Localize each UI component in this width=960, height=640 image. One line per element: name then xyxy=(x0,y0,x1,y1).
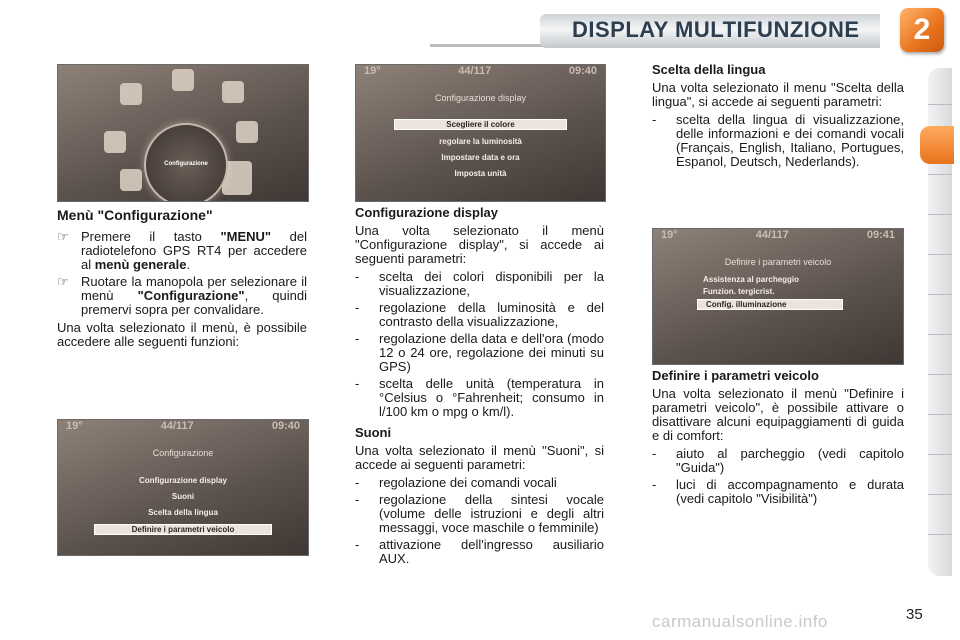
list-item xyxy=(652,478,904,506)
list-item xyxy=(57,275,307,317)
list-dash: - xyxy=(355,537,360,552)
satellite-icon xyxy=(222,81,244,103)
menu-wheel xyxy=(144,123,228,202)
screen-menu-title: Configurazione xyxy=(152,448,214,458)
screen-menu-item-selected: Scegliere il colore xyxy=(394,119,567,130)
left-column xyxy=(57,208,307,351)
paragraph: Una volta selezionato il menù, è possibile accedere alle seguenti funzioni: xyxy=(57,320,307,349)
chapter-tab-divider xyxy=(928,104,952,105)
status-temperature: 19° xyxy=(661,229,678,241)
chapter-tab-divider xyxy=(928,454,952,455)
page-number: 35 xyxy=(906,606,923,623)
menu-name-label: menù generale xyxy=(94,257,187,272)
chapter-tab-divider xyxy=(928,334,952,335)
text-run: Ruotare la manopola per selezionare il menù xyxy=(81,274,307,303)
main-menu-screenshot xyxy=(57,64,309,202)
menu-name-label: "Configurazione" xyxy=(137,288,245,303)
chapter-tab-divider xyxy=(928,174,952,175)
settings-icon xyxy=(104,131,126,153)
list-item xyxy=(355,377,604,419)
disc-icon xyxy=(236,121,258,143)
screen-menu-item-selected: Config. illuminazione xyxy=(697,299,843,310)
status-track: 44/117 xyxy=(755,229,789,241)
list-item-text: regolazione della data e dell'ora (modo 12 o 24 ore, regolazione dei minuti su GPS) xyxy=(379,331,604,374)
chapter-tab-divider xyxy=(928,294,952,295)
warning-icon xyxy=(172,69,194,91)
parameter-list xyxy=(652,113,904,169)
instruction-list xyxy=(57,230,307,317)
list-item xyxy=(652,447,904,475)
chapter-tab-active xyxy=(920,126,954,164)
status-temperature: 19° xyxy=(364,65,381,77)
screen-menu-item: Imposta unità xyxy=(454,169,507,178)
list-item-text: scelta della lingua di visualizzazione, delle informazioni e dei comandi vocali (Français, English, Italiano, Portugues, Espanol, Deutsch, Nederlands). xyxy=(676,112,904,169)
text-run: , quindi premervi sopra per convalidare. xyxy=(81,288,307,317)
text-run: Premere il tasto xyxy=(81,229,221,244)
hand-pointer-icon: ☞ xyxy=(57,274,69,289)
status-clock: 09:40 xyxy=(568,65,597,77)
list-item xyxy=(355,476,604,490)
menu-key-label: "MENU" xyxy=(220,229,272,244)
list-item xyxy=(355,332,604,374)
list-item-text: aiuto al parcheggio (vedi capitolo "Guida") xyxy=(676,446,904,475)
vehicle-params-screenshot xyxy=(652,228,904,365)
chapter-tab-divider xyxy=(928,254,952,255)
list-dash: - xyxy=(652,112,657,127)
watermark: carmanualsonline.info xyxy=(652,612,828,631)
parameter-list xyxy=(355,270,604,419)
phone-icon xyxy=(120,83,142,105)
chapter-tab-divider xyxy=(928,414,952,415)
chapter-badge: 2 xyxy=(900,8,944,52)
section-heading: Scelta della lingua xyxy=(652,62,766,77)
screen-menu-item: Assistenza al parcheggio xyxy=(703,275,800,284)
list-dash: - xyxy=(355,269,360,284)
status-clock: 09:41 xyxy=(866,229,895,241)
list-dash: - xyxy=(355,492,360,507)
paragraph: Una volta selezionato il menù "Suoni", si accede ai seguenti parametri: xyxy=(355,443,604,472)
screen-menu-item: regolare la luminosità xyxy=(439,137,522,146)
screen-menu-title: Configurazione display xyxy=(434,93,527,103)
text-run: . xyxy=(186,257,191,272)
screen-menu-title: Definire i parametri veicolo xyxy=(724,257,832,267)
list-item-text: regolazione della sintesi vocale (volume delle istruzioni e degli altri messaggi, voce maschile o femminile) xyxy=(379,492,604,535)
paragraph: Una volta selezionato il menù "Definire i parametri veicolo", è possibile attivare o disattivare alcuni equipaggiamenti di guida e di comfort: xyxy=(652,386,904,443)
list-item xyxy=(355,493,604,535)
middle-column-sounds xyxy=(355,426,604,569)
list-dash: - xyxy=(355,376,360,391)
tools-icon xyxy=(120,169,142,191)
paragraph: Una volta selezionato il menu "Scelta della lingua", si accede ai seguenti parametri: xyxy=(652,80,904,109)
list-item-text: regolazione dei comandi vocali xyxy=(379,475,557,490)
screen-menu-item: Configurazione display xyxy=(138,476,227,485)
list-item xyxy=(355,270,604,298)
section-heading: Suoni xyxy=(355,425,392,440)
list-dash: - xyxy=(652,477,657,492)
parameter-list xyxy=(652,447,904,506)
wheel-center-label: Configurazione xyxy=(164,161,208,167)
screen-status-bar xyxy=(58,420,308,434)
chapter-tab-divider xyxy=(928,214,952,215)
hand-pointer-icon: ☞ xyxy=(57,229,69,244)
status-track: 44/117 xyxy=(160,420,194,432)
screen-status-bar xyxy=(653,229,903,243)
status-track: 44/117 xyxy=(458,65,492,77)
screen-menu-item: Impostare data e ora xyxy=(441,153,520,162)
screen-menu-item: Funzion. tergicrist. xyxy=(703,287,775,296)
page-header xyxy=(0,0,960,58)
chapter-tab-divider xyxy=(928,374,952,375)
right-column-vehicle xyxy=(652,369,904,509)
list-dash: - xyxy=(652,446,657,461)
list-item-text: regolazione della luminosità e del contrasto della visualizzazione, xyxy=(379,300,604,329)
display-config-screenshot xyxy=(355,64,606,202)
section-heading: Menù "Configurazione" xyxy=(57,207,213,223)
paragraph: Una volta selezionato il menù "Configurazione display", si accede ai seguenti parametri: xyxy=(355,223,604,266)
screen-menu-item-selected: Definire i parametri veicolo xyxy=(94,524,272,535)
list-dash: - xyxy=(355,331,360,346)
right-column-language xyxy=(652,63,904,172)
text-run: del radiotelefono GPS RT4 per accedere al xyxy=(81,229,307,272)
list-item xyxy=(355,538,604,566)
list-item-text: luci di accompagnamento e durata (vedi capitolo "Visibilità") xyxy=(676,477,904,506)
chapter-tab-divider xyxy=(928,494,952,495)
list-item xyxy=(652,113,904,169)
screen-status-bar xyxy=(356,65,605,79)
config-menu-screenshot xyxy=(57,419,309,556)
screen-menu-item: Suoni xyxy=(171,492,195,501)
list-item-text: attivazione dell'ingresso ausiliario AUX. xyxy=(379,537,604,566)
list-item-text: scelta dei colori disponibili per la visualizzazione, xyxy=(379,269,604,298)
parameter-list xyxy=(355,476,604,566)
list-item-text: scelta delle unità (temperatura in °Celsius o °Fahrenheit; consumo in l/100 km o mpg o km/l). xyxy=(379,376,604,419)
middle-column xyxy=(355,206,604,422)
section-heading: Definire i parametri veicolo xyxy=(652,368,819,383)
status-temperature: 19° xyxy=(66,420,83,432)
list-item xyxy=(355,301,604,329)
list-item xyxy=(57,230,307,272)
list-dash: - xyxy=(355,300,360,315)
page-title: DISPLAY MULTIFUNZIONE xyxy=(572,17,860,42)
list-dash: - xyxy=(355,475,360,490)
chapter-tab-divider xyxy=(928,534,952,535)
status-clock: 09:40 xyxy=(271,420,300,432)
screen-menu-item: Scelta della lingua xyxy=(148,508,218,517)
section-heading: Configurazione display xyxy=(355,205,499,220)
